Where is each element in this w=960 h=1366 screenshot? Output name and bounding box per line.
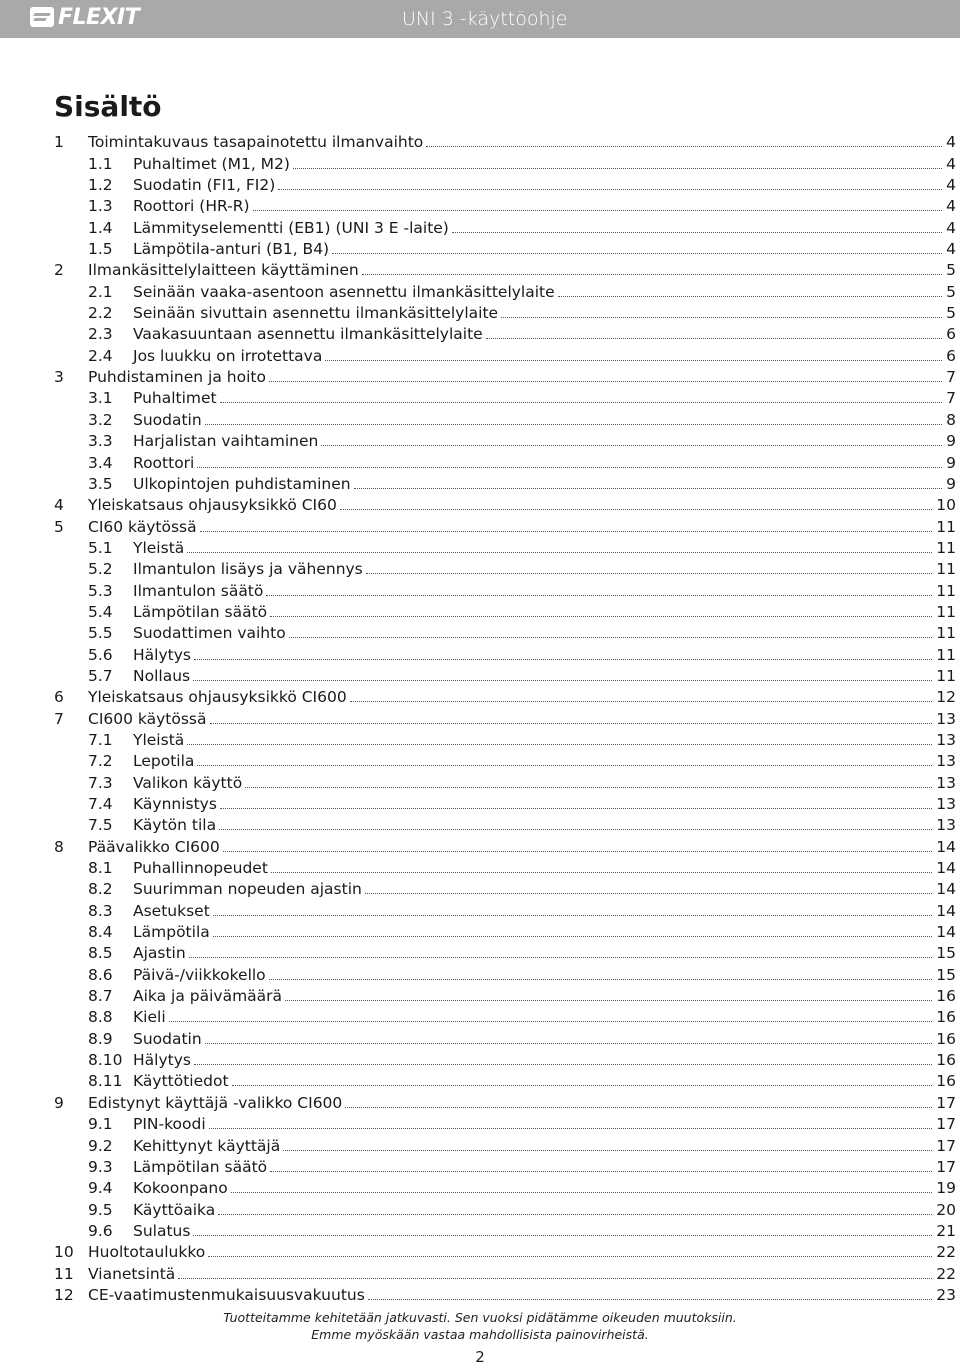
dot-leader — [169, 1021, 933, 1022]
toc-entry-title: Suodatin — [133, 410, 202, 429]
toc-entry-number: 3.3 — [88, 432, 113, 451]
toc-entry-title: Roottori — [133, 453, 195, 472]
dot-leader — [365, 893, 932, 894]
toc-entry-number: 8.10 — [88, 1051, 123, 1070]
dot-leader — [205, 424, 942, 425]
toc-entry-page: 16 — [936, 1051, 956, 1070]
toc-entry-number: 7.3 — [88, 773, 113, 792]
brand-name: FLEXIT — [58, 4, 140, 30]
toc-entry[interactable] — [54, 1133, 956, 1154]
dot-leader — [278, 189, 942, 190]
dot-leader — [213, 915, 932, 916]
toc-entry-title: Lämpötilan säätö — [133, 602, 268, 621]
toc-entry[interactable] — [54, 130, 956, 151]
toc-entry-title: Ulkopintojen puhdistaminen — [133, 474, 351, 493]
toc-entry-page: 22 — [936, 1243, 956, 1262]
toc-entry-number: 9.6 — [88, 1221, 113, 1240]
toc-entry-page: 17 — [936, 1093, 956, 1112]
toc-entry-page: 11 — [936, 624, 956, 643]
toc-entry-number: 8.9 — [88, 1029, 113, 1048]
dot-leader — [187, 552, 932, 553]
toc-entry-title: Yleiskatsaus ohjausyksikkö CI60 — [88, 496, 337, 515]
toc-entry-page: 4 — [946, 133, 956, 152]
dot-leader — [340, 509, 932, 510]
toc-entry-page: 10 — [936, 496, 956, 515]
toc-entry-page: 16 — [936, 987, 956, 1006]
dot-leader — [271, 872, 932, 873]
toc-entry-number: 9.5 — [88, 1200, 113, 1219]
toc-entry-title: Puhaltimet (M1, M2) — [133, 154, 290, 173]
flexit-logo-icon — [30, 7, 54, 27]
dot-leader — [486, 338, 942, 339]
dot-leader — [368, 1299, 932, 1300]
toc-entry-title: CE-vaatimustenmukaisuusvakuutus — [88, 1285, 365, 1304]
toc-entry-number: 5.3 — [88, 581, 113, 600]
toc-entry-title: Huoltotaulukko — [88, 1243, 206, 1262]
toc-entry-title: Lämpötila-anturi (B1, B4) — [133, 240, 330, 259]
toc-entry-page: 11 — [936, 666, 956, 685]
toc-entry-title: Valikon käyttö — [133, 773, 243, 792]
toc-entry[interactable] — [54, 1005, 956, 1026]
toc-entry[interactable] — [54, 386, 956, 407]
toc-entry-page: 11 — [936, 581, 956, 600]
toc-entry[interactable] — [54, 770, 956, 791]
dot-leader — [194, 659, 932, 660]
dot-leader — [219, 829, 932, 830]
toc-entry-title: Hälytys — [133, 1051, 191, 1070]
toc-entry-title: Ilmankäsittelylaitteen käyttäminen — [88, 261, 359, 280]
footer-notice-line-1: Tuotteitamme kehitetään jatkuvasti. Sen vuoksi pidätämme oikeuden muutoksiin. — [223, 1310, 737, 1325]
toc-entry[interactable] — [54, 151, 956, 172]
dot-leader — [269, 979, 933, 980]
toc-entry-page: 14 — [936, 859, 956, 878]
toc-entry[interactable] — [54, 1069, 956, 1090]
dot-leader — [283, 1150, 932, 1151]
toc-entry-page: 5 — [946, 304, 956, 323]
dot-leader — [194, 1064, 932, 1065]
page-number: 2 — [475, 1348, 485, 1366]
toc-entry[interactable] — [54, 407, 956, 428]
toc-entry-page: 13 — [936, 816, 956, 835]
toc-entry[interactable] — [54, 1090, 956, 1111]
toc-entry-page: 17 — [936, 1136, 956, 1155]
toc-entry-page: 15 — [936, 965, 956, 984]
toc-entry-page: 8 — [946, 410, 956, 429]
toc-entry-page: 14 — [936, 880, 956, 899]
toc-entry-page: 6 — [946, 325, 956, 344]
toc-entry-number: 7.2 — [88, 752, 113, 771]
toc-entry-title: Vianetsintä — [88, 1264, 176, 1283]
toc-entry-title: Harjalistan vaihtaminen — [133, 432, 319, 451]
toc-entry-page: 7 — [946, 389, 956, 408]
toc-entry-page: 14 — [936, 923, 956, 942]
page-heading: Sisältö — [54, 90, 162, 123]
dot-leader — [187, 744, 932, 745]
toc-entry-number: 2 — [54, 261, 64, 280]
toc-entry-title: Käyttöaika — [133, 1200, 216, 1219]
toc-entry-page: 11 — [936, 538, 956, 557]
toc-entry[interactable] — [54, 1048, 956, 1069]
toc-entry[interactable] — [54, 1219, 956, 1240]
dot-leader — [193, 1235, 932, 1236]
toc-entry-page: 9 — [946, 474, 956, 493]
toc-entry-page: 5 — [946, 282, 956, 301]
toc-entry-page: 15 — [936, 944, 956, 963]
toc-entry-number: 8.7 — [88, 987, 113, 1006]
toc-entry-title: CI600 käytössä — [88, 709, 207, 728]
dot-leader — [501, 317, 942, 318]
toc-entry-number: 1.4 — [88, 218, 113, 237]
dot-leader — [231, 1192, 933, 1193]
toc-entry-title: Yleiskatsaus ohjausyksikkö CI600 — [88, 688, 347, 707]
toc-entry-number: 9.3 — [88, 1157, 113, 1176]
dot-leader — [232, 1085, 933, 1086]
toc-entry[interactable] — [54, 450, 956, 471]
toc-entry-number: 8.6 — [88, 965, 113, 984]
toc-entry[interactable] — [54, 642, 956, 663]
toc-entry-page: 11 — [936, 517, 956, 536]
dot-leader — [209, 1128, 933, 1129]
dot-leader — [193, 680, 932, 681]
toc-entry-title: Suodatin — [133, 1029, 202, 1048]
toc-entry-page: 13 — [936, 730, 956, 749]
toc-entry[interactable] — [54, 1176, 956, 1197]
toc-entry-page: 23 — [936, 1285, 956, 1304]
toc-entry-page: 9 — [946, 453, 956, 472]
toc-entry-number: 9.2 — [88, 1136, 113, 1155]
dot-leader — [350, 701, 933, 702]
toc-entry[interactable] — [54, 920, 956, 941]
toc-entry-title: Edistynyt käyttäjä -valikko CI600 — [88, 1093, 343, 1112]
toc-entry-title: Lämmityselementti (EB1) (UNI 3 E -laite) — [133, 218, 449, 237]
toc-entry[interactable] — [54, 1261, 956, 1282]
toc-entry-page: 13 — [936, 752, 956, 771]
toc-entry-number: 9.4 — [88, 1179, 113, 1198]
dot-leader — [200, 531, 933, 532]
toc-entry-number: 9.1 — [88, 1115, 113, 1134]
toc-entry-page: 19 — [936, 1179, 956, 1198]
toc-entry-title: Seinään sivuttain asennettu ilmankäsittelylaite — [133, 304, 499, 323]
toc-entry-page: 9 — [946, 432, 956, 451]
dot-leader — [220, 402, 943, 403]
toc-entry-title: Lämpötilan säätö — [133, 1157, 268, 1176]
toc-entry-title: Sulatus — [133, 1221, 191, 1240]
dot-leader — [220, 808, 932, 809]
toc-entry-number: 7.5 — [88, 816, 113, 835]
toc-entry-page: 16 — [936, 1008, 956, 1027]
toc-entry-page: 6 — [946, 346, 956, 365]
dot-leader — [362, 274, 942, 275]
page-header — [0, 0, 960, 38]
toc-entry[interactable] — [54, 301, 956, 322]
toc-entry-number: 8.11 — [88, 1072, 123, 1091]
toc-entry-page: 4 — [946, 197, 956, 216]
toc-entry-page: 11 — [936, 602, 956, 621]
dot-leader — [325, 360, 942, 361]
toc-entry[interactable] — [54, 365, 956, 386]
toc-entry-title: CI60 käytössä — [88, 517, 197, 536]
toc-entry-title: Nollaus — [133, 666, 191, 685]
toc-entry[interactable] — [54, 472, 956, 493]
toc-entry-number: 1.2 — [88, 176, 113, 195]
toc-entry-title: Seinään vaaka-asentoon asennettu ilmankäsittelylaite — [133, 282, 555, 301]
dot-leader — [223, 851, 933, 852]
toc-entry-number: 1 — [54, 133, 64, 152]
toc-entry[interactable] — [54, 664, 956, 685]
toc-entry[interactable] — [54, 322, 956, 343]
dot-leader — [197, 467, 942, 468]
toc-entry-title: Yleistä — [133, 538, 185, 557]
toc-entry-number: 8.1 — [88, 859, 113, 878]
toc-entry[interactable] — [54, 941, 956, 962]
toc-entry[interactable] — [54, 1283, 956, 1304]
toc-entry[interactable] — [54, 514, 956, 535]
toc-entry-page: 4 — [946, 218, 956, 237]
dot-leader — [426, 146, 942, 147]
toc-entry[interactable] — [54, 600, 956, 621]
toc-entry-title: Päivä-/viikkokello — [133, 965, 266, 984]
toc-entry-title: Suodattimen vaihto — [133, 624, 286, 643]
toc-entry[interactable] — [54, 749, 956, 770]
toc-entry[interactable] — [54, 343, 956, 364]
toc-entry-page: 4 — [946, 240, 956, 259]
toc-entry-title: Lämpötila — [133, 923, 210, 942]
toc-entry-page: 12 — [936, 688, 956, 707]
toc-entry-number: 5.2 — [88, 560, 113, 579]
toc-entry-title: Päävalikko CI600 — [88, 837, 220, 856]
toc-entry-number: 8.4 — [88, 923, 113, 942]
dot-leader — [452, 232, 942, 233]
dot-leader — [366, 573, 933, 574]
toc-entry[interactable] — [54, 536, 956, 557]
dot-leader — [205, 1043, 933, 1044]
dot-leader — [210, 723, 933, 724]
toc-entry-number: 3.5 — [88, 474, 113, 493]
table-of-contents — [54, 130, 956, 1304]
toc-entry-title: Kieli — [133, 1008, 166, 1027]
toc-entry-number: 10 — [54, 1243, 74, 1262]
toc-entry-title: Puhdistaminen ja hoito — [88, 368, 266, 387]
dot-leader — [266, 595, 932, 596]
toc-entry[interactable] — [54, 237, 956, 258]
toc-entry-title: Lepotila — [133, 752, 195, 771]
toc-entry-page: 16 — [936, 1072, 956, 1091]
toc-entry[interactable] — [54, 279, 956, 300]
toc-entry[interactable] — [54, 173, 956, 194]
toc-entry-page: 20 — [936, 1200, 956, 1219]
toc-entry-title: Roottori (HR-R) — [133, 197, 250, 216]
toc-entry[interactable] — [54, 194, 956, 215]
toc-entry-number: 3 — [54, 368, 64, 387]
toc-entry-number: 5.4 — [88, 602, 113, 621]
toc-entry-number: 3.2 — [88, 410, 113, 429]
toc-entry-page: 13 — [936, 795, 956, 813]
toc-entry-page: 14 — [936, 901, 956, 920]
toc-entry-number: 2.4 — [88, 346, 113, 365]
dot-leader — [218, 1214, 932, 1215]
toc-entry[interactable] — [54, 1240, 956, 1261]
toc-entry-number: 5.6 — [88, 645, 113, 664]
toc-entry[interactable] — [54, 962, 956, 983]
toc-entry-title: Ajastin — [133, 944, 186, 963]
toc-entry-page: 11 — [936, 560, 956, 579]
toc-entry-number: 1.1 — [88, 154, 113, 173]
flexit-logo — [30, 5, 139, 29]
toc-entry-number: 8.8 — [88, 1008, 113, 1027]
toc-entry-page: 11 — [936, 645, 956, 664]
toc-entry-title: Käyttötiedot — [133, 1072, 229, 1091]
toc-entry-title: Käytön tila — [133, 816, 217, 835]
toc-entry-number: 6 — [54, 688, 64, 707]
toc-entry[interactable] — [54, 215, 956, 236]
toc-entry-number: 2.2 — [88, 304, 113, 323]
toc-entry-title: Puhaltimet — [133, 389, 217, 408]
toc-entry[interactable] — [54, 557, 956, 578]
dot-leader — [178, 1278, 932, 1279]
document-title: UNI 3 -käyttöohje — [402, 8, 568, 30]
toc-entry[interactable] — [54, 984, 956, 1005]
toc-entry-page: 7 — [946, 368, 956, 387]
toc-entry-title: Aika ja päivämäärä — [133, 987, 283, 1006]
toc-entry-number: 3.1 — [88, 389, 113, 408]
toc-entry-title: Yleistä — [133, 730, 185, 749]
toc-entry-number: 2.1 — [88, 282, 113, 301]
dot-leader — [213, 936, 933, 937]
toc-entry-number: 8.3 — [88, 901, 113, 920]
dot-leader — [208, 1256, 932, 1257]
toc-entry[interactable] — [54, 685, 956, 706]
toc-entry-page: 21 — [936, 1221, 956, 1240]
toc-entry-title: Jos luukku on irrotettava — [133, 346, 323, 365]
toc-entry-page: 13 — [936, 709, 956, 728]
dot-leader — [270, 1171, 932, 1172]
toc-entry-number: 5.7 — [88, 666, 113, 685]
toc-entry[interactable] — [54, 1026, 956, 1047]
dot-leader — [332, 253, 942, 254]
dot-leader — [245, 787, 932, 788]
dot-leader — [197, 765, 932, 766]
toc-entry-page: 5 — [946, 261, 956, 280]
toc-entry-title: Käynnistys — [133, 795, 217, 813]
toc-entry[interactable] — [54, 728, 956, 749]
toc-entry-number: 3.4 — [88, 453, 113, 472]
toc-entry-number: 5.5 — [88, 624, 113, 643]
dot-leader — [321, 445, 942, 446]
toc-entry[interactable] — [54, 898, 956, 919]
toc-entry-number: 11 — [54, 1264, 74, 1283]
toc-entry-page: 16 — [936, 1029, 956, 1048]
toc-entry[interactable] — [54, 856, 956, 877]
toc-entry-title: Suurimman nopeuden ajastin — [133, 880, 362, 899]
dot-leader — [269, 381, 942, 382]
toc-entry-number: 5 — [54, 517, 64, 536]
dot-leader — [354, 488, 943, 489]
dot-leader — [289, 637, 933, 638]
toc-entry-number: 8.2 — [88, 880, 113, 899]
toc-entry-number: 8 — [54, 837, 64, 856]
toc-entry[interactable] — [54, 578, 956, 599]
toc-entry-number: 1.3 — [88, 197, 113, 216]
toc-entry-number: 8.5 — [88, 944, 113, 963]
toc-entry-title: Puhallinnopeudet — [133, 859, 268, 878]
toc-entry-number: 7 — [54, 709, 64, 728]
toc-entry[interactable] — [54, 493, 956, 514]
dot-leader — [558, 296, 942, 297]
toc-entry-number: 2.3 — [88, 325, 113, 344]
toc-entry-title: Asetukset — [133, 901, 210, 920]
toc-entry-page: 22 — [936, 1264, 956, 1283]
toc-entry-title: PIN-koodi — [133, 1115, 206, 1134]
toc-entry-number: 7.1 — [88, 730, 113, 749]
toc-entry-page: 4 — [946, 176, 956, 195]
toc-entry-title: Vaakasuuntaan asennettu ilmankäsittelylaite — [133, 325, 483, 344]
dot-leader — [285, 1000, 932, 1001]
dot-leader — [189, 957, 933, 958]
footer-notice-line-2: Emme myöskään vastaa mahdollisista painovirheistä. — [311, 1327, 649, 1342]
toc-entry[interactable] — [54, 1112, 956, 1133]
toc-entry[interactable] — [54, 706, 956, 727]
toc-entry-page: 17 — [936, 1157, 956, 1176]
toc-entry-page: 4 — [946, 154, 956, 173]
toc-entry-title: Kokoonpano — [133, 1179, 228, 1198]
toc-entry[interactable] — [54, 258, 956, 279]
dot-leader — [345, 1107, 932, 1108]
toc-entry-title: Ilmantulon säätö — [133, 581, 264, 600]
toc-entry[interactable] — [54, 1155, 956, 1176]
toc-entry[interactable] — [54, 621, 956, 642]
toc-entry-title: Hälytys — [133, 645, 191, 664]
toc-entry-number: 12 — [54, 1285, 74, 1304]
toc-entry[interactable] — [54, 834, 956, 855]
toc-entry[interactable] — [54, 813, 956, 834]
toc-entry-number: 5.1 — [88, 538, 113, 557]
toc-entry-number: 9 — [54, 1093, 64, 1112]
toc-entry[interactable] — [54, 792, 956, 813]
toc-entry-number: 1.5 — [88, 240, 113, 259]
toc-entry[interactable] — [54, 877, 956, 898]
toc-entry-page: 13 — [936, 773, 956, 792]
toc-entry[interactable] — [54, 429, 956, 450]
dot-leader — [270, 616, 932, 617]
toc-entry-page: 17 — [936, 1115, 956, 1134]
dot-leader — [293, 168, 942, 169]
dot-leader — [253, 210, 943, 211]
toc-entry-page: 14 — [936, 837, 956, 856]
toc-entry-number: 4 — [54, 496, 64, 515]
toc-entry-title: Suodatin (FI1, FI2) — [133, 176, 276, 195]
toc-entry-title: Toimintakuvaus tasapainotettu ilmanvaihto — [88, 133, 424, 152]
toc-entry-title: Ilmantulon lisäys ja vähennys — [133, 560, 363, 579]
toc-entry-title: Kehittynyt käyttäjä — [133, 1136, 281, 1155]
toc-entry[interactable] — [54, 1197, 956, 1218]
toc-entry-number: 7.4 — [88, 795, 113, 813]
